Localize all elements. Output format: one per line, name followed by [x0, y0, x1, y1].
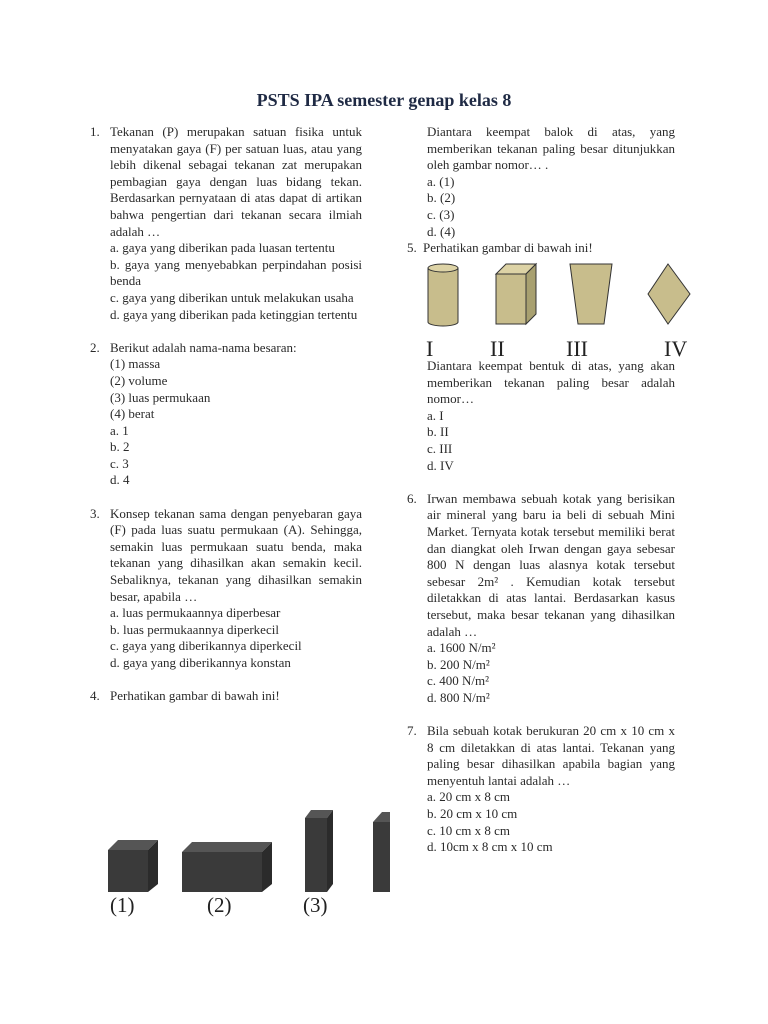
option-b[interactable]: b. gaya yang menyebabkan perpindahan posisi benda: [110, 256, 362, 289]
option-a[interactable]: a. luas permukaannya diperbesar: [110, 605, 281, 621]
question-4: [90, 688, 362, 705]
block-label-1: (1): [110, 893, 135, 917]
option-d[interactable]: d. 10cm x 8 cm x 10 cm: [427, 839, 553, 855]
question-number: 1.: [90, 124, 100, 139]
block-label-3: (3): [303, 893, 328, 917]
blocks-svg: [100, 798, 390, 922]
option-c[interactable]: c. 10 cm x 8 cm: [427, 822, 511, 838]
question-4-continued: [407, 124, 675, 240]
option-a[interactable]: a. I: [427, 407, 444, 423]
question-number: 2.: [90, 339, 100, 355]
question-2: [90, 340, 362, 489]
question-number: 4.: [90, 688, 100, 704]
block-3: [305, 810, 333, 892]
blocks-figure: [100, 798, 390, 922]
option-c[interactable]: c. (3): [427, 206, 455, 222]
right-column-top: [407, 124, 675, 257]
question-6: [407, 491, 675, 707]
question-number: 7.: [407, 723, 417, 739]
option-a[interactable]: a. 1600 N/m²: [427, 640, 496, 656]
option-d[interactable]: d. 800 N/m²: [427, 689, 490, 705]
option-c[interactable]: c. gaya yang diberikannya diperkecil: [110, 638, 302, 654]
question-stem: Diantara keempat bentuk di atas, yang akan memberikan tekanan paling besar adalah nomor…: [427, 358, 675, 407]
question-stem: Bila sebuah kotak berukuran 20 cm x 10 cm x 8 cm diletakkan di atas lantai. Tekanan yang paling besar dihasilkan apabila bagian yang menyentuh lantai adalah …: [427, 723, 675, 788]
question-stem: Perhatikan gambar di bawah ini!: [423, 240, 593, 256]
question-5-continued: [407, 358, 675, 474]
question-number: 3.: [90, 505, 100, 521]
block-2: [182, 842, 272, 892]
list-item: (3) luas permukaan: [110, 389, 211, 405]
option-c[interactable]: c. 3: [110, 455, 129, 471]
question-7: [407, 723, 675, 856]
option-c[interactable]: c. gaya yang diberikan untuk melakukan usaha: [110, 289, 354, 305]
shape-label-1: I: [426, 336, 434, 360]
option-b[interactable]: b. II: [427, 424, 449, 440]
question-stem: Diantara keempat balok di atas, yang memberikan tekanan paling besar ditunjukkan oleh gambar nomor… .: [427, 124, 675, 173]
option-b[interactable]: b. 2: [110, 439, 130, 455]
shape-label-4: IV: [664, 336, 688, 360]
question-3: [90, 506, 362, 672]
option-d[interactable]: d. IV: [427, 457, 454, 473]
option-c[interactable]: c. 400 N/m²: [427, 673, 490, 689]
question-stem: Perhatikan gambar di bawah ini!: [110, 688, 280, 704]
option-b[interactable]: b. 200 N/m²: [427, 656, 490, 672]
option-b[interactable]: b. 20 cm x 10 cm: [427, 806, 518, 822]
option-a[interactable]: a. (1): [427, 173, 455, 189]
left-column: [90, 124, 362, 705]
question-5: [407, 240, 675, 257]
question-stem: Konsep tekanan sama dengan penyebaran gaya (F) pada luas suatu permukaan (A). Sehingga, semakin luas permukaan suatu benda, maka tekanan yang dihasilkan akan semakin kecil. Sebaliknya, tekanan yang dihasilkan semakin besar, apabila …: [110, 505, 362, 604]
question-stem: Berikut adalah nama-nama besaran:: [110, 339, 297, 355]
question-1: [90, 124, 362, 323]
option-a[interactable]: a. 20 cm x 8 cm: [427, 789, 511, 805]
shape-label-2: II: [490, 336, 505, 360]
block-label-2: (2): [207, 893, 232, 917]
shape-rhombus: [648, 264, 690, 324]
list-item: (1) massa: [110, 356, 161, 372]
option-c[interactable]: c. III: [427, 440, 453, 456]
shapes-svg: [420, 258, 695, 360]
option-d[interactable]: d. (4): [427, 223, 456, 239]
list-item: (2) volume: [110, 372, 168, 388]
option-d[interactable]: d. gaya yang diberikan pada ketinggian tertentu: [110, 306, 358, 322]
question-number: 5.: [407, 240, 417, 256]
question-stem: Irwan membawa sebuah kotak yang berisikan air mineral yang baru ia beli di sebuah Mini Market. Ternyata kotak tersebut memiliki berat dan diangkat oleh Irwan dengan gaya sebesar 800 N dengan luas alasnya kotak tersebut sebesar 2m² . Kemudian kotak tersebut diletakkan di atas lantai. Berdasarkan kasus tersebut, maka besar tekanan yang dihasilkan adalah …: [427, 490, 675, 639]
block-1: [108, 840, 158, 892]
shape-trapezoid: [570, 264, 612, 324]
shapes-figure: [420, 258, 695, 360]
option-a[interactable]: a. 1: [110, 422, 129, 438]
right-column-bottom: [407, 358, 675, 856]
shape-cylinder: [428, 264, 458, 326]
question-number: 6.: [407, 490, 417, 506]
page-title: PSTS IPA semester genap kelas 8: [256, 90, 512, 110]
shape-cube: [496, 264, 536, 324]
option-b[interactable]: b. luas permukaannya diperkecil: [110, 621, 279, 637]
option-d[interactable]: d. 4: [110, 472, 130, 488]
shape-label-3: III: [566, 336, 588, 360]
option-b[interactable]: b. (2): [427, 190, 456, 206]
list-item: (4) berat: [110, 406, 155, 422]
block-4-partial: [373, 812, 390, 892]
option-a[interactable]: a. gaya yang diberikan pada luasan tertentu: [110, 240, 335, 256]
option-d[interactable]: d. gaya yang diberikannya konstan: [110, 655, 291, 670]
question-stem: Tekanan (P) merupakan satuan fisika untuk menyatakan gaya (F) per satuan luas, atau yang lebih dikenal sebagai tekanan zat merupakan pembagian gaya dengan luas bidang tekan. Berdasarkan pernyataan di atas dapat di artikan bahwa pengertian dari tekanan secara ilmiah adalah …: [110, 124, 362, 239]
